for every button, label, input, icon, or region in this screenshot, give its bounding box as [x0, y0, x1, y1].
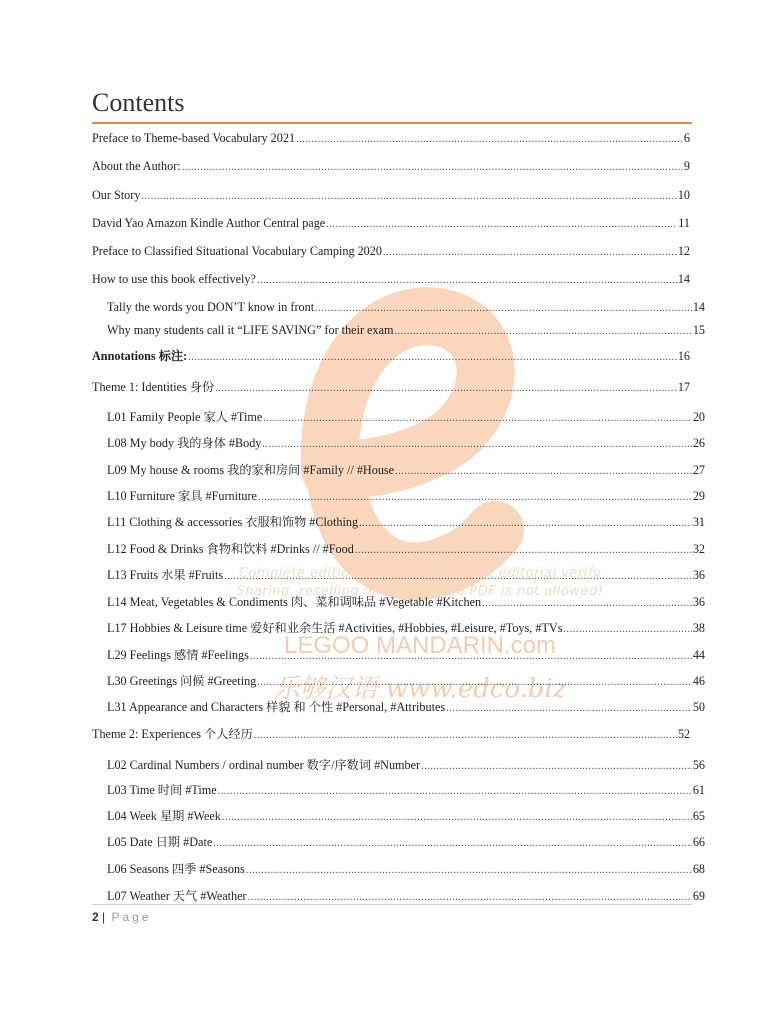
toc-entry-label: About the Author: — [92, 159, 181, 173]
toc-entry-page: 44 — [692, 648, 705, 662]
toc-leader-dots — [383, 245, 677, 260]
toc-leader-dots — [188, 350, 677, 365]
toc-leader-dots — [224, 569, 692, 584]
toc-entry-page: 32 — [692, 542, 705, 556]
toc-entry-label: L08 My body 我的身体 #Body — [107, 436, 262, 450]
toc-entry[interactable] — [92, 131, 690, 147]
toc-entry-label: Preface to Theme-based Vocabulary 2021 — [92, 131, 296, 145]
toc-entry[interactable] — [92, 244, 690, 260]
toc-entry-label: L30 Greetings 问候 #Greeting — [107, 674, 257, 688]
toc-entry[interactable] — [92, 380, 690, 396]
toc-leader-dots — [262, 437, 691, 452]
toc-entry-label: L06 Seasons 四季 #Seasons — [107, 862, 245, 876]
toc-leader-dots — [421, 759, 692, 774]
toc-entry-label: L05 Date 日期 #Date — [107, 835, 213, 849]
toc-entry-label: L10 Furniture 家具 #Furniture — [107, 489, 257, 503]
toc-leader-dots — [213, 836, 692, 851]
toc-entry-label: Why many students call it “LIFE SAVING” for their exam — [107, 323, 394, 337]
page-footer — [92, 910, 152, 924]
toc-entry-page: 29 — [692, 489, 705, 503]
toc-leader-dots — [246, 863, 692, 878]
toc-leader-dots — [141, 189, 676, 204]
toc-entry-label: L17 Hobbies & Leisure time 爱好和业余生活 #Activities, #Hobbies, #Leisure, #Toys, #TVs — [107, 621, 563, 635]
toc-leader-dots — [222, 810, 692, 825]
toc-entry[interactable] — [92, 410, 705, 426]
toc-entry-label: David Yao Amazon Kindle Author Central page — [92, 216, 326, 230]
toc-leader-dots — [258, 490, 692, 505]
toc-entry-page: 66 — [692, 835, 705, 849]
toc-leader-dots — [395, 464, 692, 479]
toc-entry[interactable] — [92, 595, 705, 611]
watermark-line-2: Sharing, reselling or copying the PDF is not allowed! — [236, 584, 604, 599]
toc-entry-page: 65 — [692, 809, 705, 823]
toc-leader-dots — [182, 160, 683, 175]
toc-entry-page: 50 — [692, 700, 705, 714]
toc-entry-label: L29 Feelings 感情 #Feelings — [107, 648, 249, 662]
toc-entry[interactable] — [92, 188, 690, 204]
toc-leader-dots — [563, 622, 691, 637]
toc-entry-page: 56 — [692, 758, 705, 772]
toc-entry-page: 12 — [677, 244, 690, 258]
toc-entry-page: 10 — [677, 188, 690, 202]
toc-entry-label: L12 Food & Drinks 食物和饮料 #Drinks // #Food — [107, 542, 354, 556]
toc-entry-page: 14 — [677, 272, 690, 286]
toc-entry-label: Annotations 标注: — [92, 349, 188, 363]
toc-entry[interactable] — [92, 809, 705, 825]
toc-leader-dots — [257, 675, 692, 690]
toc-entry-page: 15 — [692, 323, 705, 337]
toc-entry[interactable] — [92, 700, 705, 716]
page-word: Page — [111, 910, 152, 924]
toc-entry[interactable] — [92, 323, 705, 339]
toc-entry-label: Theme 2: Experiences 个人经历 — [92, 727, 253, 741]
toc-entry-page: 61 — [692, 783, 705, 797]
toc-entry-label: Preface to Classified Situational Vocabulary Camping 2020 — [92, 244, 382, 258]
toc-entry-page: 11 — [678, 216, 690, 230]
toc-leader-dots — [250, 649, 692, 664]
toc-entry-label: Theme 1: Identities 身份 — [92, 380, 215, 394]
page-number: 2 — [92, 910, 99, 924]
toc-entry-label: L02 Cardinal Numbers / ordinal number 数字/序数词 #Number — [107, 758, 421, 772]
toc-entry[interactable] — [92, 216, 690, 232]
toc-leader-dots — [257, 273, 677, 288]
toc-entry[interactable] — [92, 568, 705, 584]
toc-leader-dots — [315, 301, 692, 316]
toc-entry-label: L03 Time 时间 #Time — [107, 783, 217, 797]
toc-entry-page: 52 — [677, 727, 690, 741]
toc-leader-dots — [355, 543, 692, 558]
toc-entry-page: 69 — [692, 889, 705, 903]
toc-entry[interactable] — [92, 272, 690, 288]
toc-entry-label: Tally the words you DON’T know in front — [107, 300, 315, 314]
toc-entry[interactable] — [92, 758, 705, 774]
toc-entry[interactable] — [92, 783, 705, 799]
toc-entry-label: L07 Weather 天气 #Weather — [107, 889, 247, 903]
toc-leader-dots — [254, 728, 677, 743]
toc-entry-page: 38 — [692, 621, 705, 635]
watermark-line-1: Complete edition need... Data to 1st editorial verify — [238, 566, 602, 581]
toc-entry-label: L11 Clothing & accessories 衣服和饰物 #Clothing — [107, 515, 359, 529]
toc-entry[interactable] — [92, 349, 690, 365]
toc-entry-page: 68 — [692, 862, 705, 876]
footer-separator: | — [102, 910, 106, 924]
toc-leader-dots — [482, 596, 692, 611]
toc-leader-dots — [218, 784, 692, 799]
toc-entry-page: 9 — [683, 159, 690, 173]
page-title: Contents — [92, 88, 185, 117]
toc-leader-dots — [215, 381, 677, 396]
toc-entry-page: 36 — [692, 595, 705, 609]
toc-entry[interactable] — [92, 862, 705, 878]
toc-entry[interactable] — [92, 889, 705, 905]
toc-entry-page: 27 — [692, 463, 705, 477]
toc-entry[interactable] — [92, 489, 705, 505]
toc-entry[interactable] — [92, 463, 705, 479]
toc-entry[interactable] — [92, 515, 705, 531]
toc-entry-page: 31 — [692, 515, 705, 529]
toc-entry[interactable] — [92, 621, 705, 637]
toc-entry[interactable] — [92, 648, 705, 664]
toc-entry-label: How to use this book effectively? — [92, 272, 256, 286]
toc-entry-page: 36 — [692, 568, 705, 582]
toc-entry[interactable] — [92, 159, 690, 175]
toc-leader-dots — [263, 411, 692, 426]
toc-entry[interactable] — [92, 674, 705, 690]
toc-leader-dots — [248, 890, 692, 905]
watermark-site: 乐够汉语 www.edco.biz — [273, 674, 567, 704]
toc-entry-label: L14 Meat, Vegetables & Condiments 肉、菜和调味品 #Vegetable #Kitchen — [107, 595, 482, 609]
toc-entry-label: L04 Week 星期 #Week — [107, 809, 221, 823]
toc-entry-page: 17 — [677, 380, 690, 394]
toc-entry-page: 46 — [692, 674, 705, 688]
title-rule — [92, 122, 692, 124]
toc-entry-page: 14 — [692, 300, 705, 314]
toc-entry[interactable] — [92, 542, 705, 558]
toc-leader-dots — [359, 516, 692, 531]
footer-rule — [92, 904, 692, 905]
toc-leader-dots — [446, 701, 692, 716]
toc-entry-label: L01 Family People 家人 #Time — [107, 410, 263, 424]
toc-entry-page: 20 — [692, 410, 705, 424]
toc-entry-label: L13 Fruits 水果 #Fruits — [107, 568, 224, 582]
toc-leader-dots — [296, 132, 683, 147]
toc-entry-page: 6 — [683, 131, 690, 145]
toc-entry[interactable] — [92, 835, 705, 851]
toc-leader-dots — [326, 217, 677, 232]
toc-entry-page: 26 — [692, 436, 705, 450]
toc-entry-label: Our Story — [92, 188, 141, 202]
toc-leader-dots — [394, 324, 691, 339]
toc-entry-label: L31 Appearance and Characters 样貌 和 个性 #Personal, #Attributes — [107, 700, 446, 714]
toc-entry[interactable] — [92, 300, 705, 316]
watermark-brand: LEGOO MANDARIN.com — [283, 632, 557, 659]
toc-entry-page: 16 — [677, 349, 690, 363]
toc-entry[interactable] — [92, 727, 690, 743]
toc-entry-label: L09 My house & rooms 我的家和房间 #Family // #House — [107, 463, 395, 477]
toc-entry[interactable] — [92, 436, 705, 452]
